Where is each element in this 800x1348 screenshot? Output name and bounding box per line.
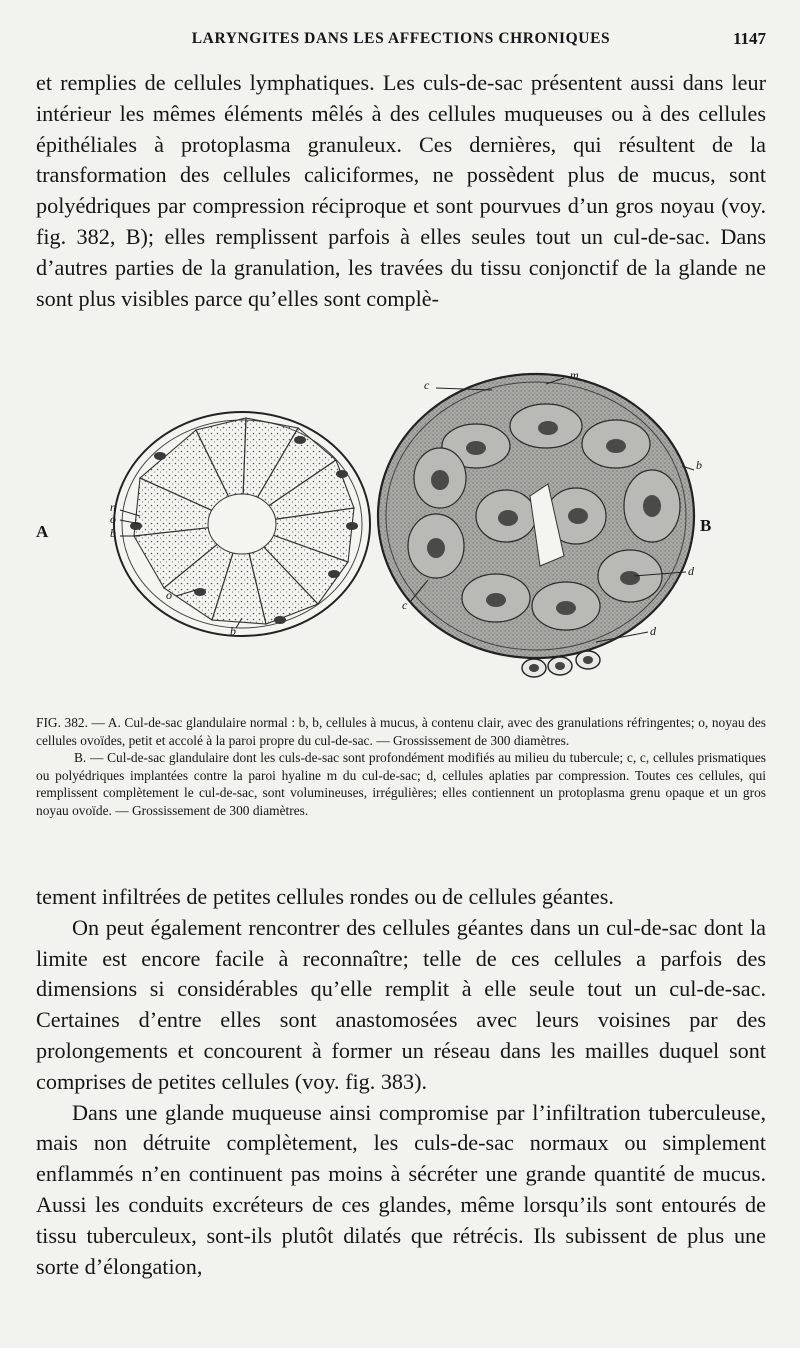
running-title: LARYNGITES DANS LES AFFECTIONS CHRONIQUES xyxy=(191,30,611,47)
label-b-lower: b xyxy=(230,624,236,638)
page-header xyxy=(36,30,766,58)
label-m: m xyxy=(570,368,579,382)
label-b: b xyxy=(110,526,116,540)
label-b-right: b xyxy=(696,458,702,472)
histology-illustration xyxy=(36,366,766,706)
label-c-lower: c xyxy=(402,598,408,612)
figure-382 xyxy=(36,366,766,706)
figure-caption xyxy=(36,714,766,820)
page-number: 1147 xyxy=(732,29,766,48)
acinus-a xyxy=(114,412,370,636)
figure-label-a: A xyxy=(36,522,49,541)
label-d: d xyxy=(688,564,694,578)
bottom-text-block xyxy=(36,882,766,1282)
top-text-block xyxy=(36,68,766,314)
paragraph-continuation: et remplies de cellules lymphatiques. Les culs-de-sac présentent aussi dans leur intérieur les mêmes éléments mêlés à des cellules muqueuses ou à des cellules épithéliales à protoplasma granuleux. Ces dernières, qui résultent de la transformation des cellules caliciformes, ne possèdent plus de mucus, sont polyédriques par compression réciproque et sont pourvues d’un gros noyau (voy. fig. 382, B); elles remplissent parfois à elles seules tout un cul-de-sac. Dans d’autres parties de la granulation, les travées du tissu conjonctif de la glande ne sont plus visibles parce qu’elles sont complè- xyxy=(36,70,766,311)
caption-part-b: B. — Cul-de-sac glandulaire dont les culs-de-sac sont profondément modifiés au milieu du tubercule; c, c, cellules prismatiques ou polyédriques implantées contre la paroi hyaline m du cul-de-sac; d, cellules aplaties par compression. Toutes ces cellules, qui remplissent complètement le cul-de-sac, sont volumineuses, irrégulières; elles contiennent un protoplasma grenu opaque et un gros noyau ovoïde. — Grossissement de 300 diamètres. xyxy=(36,750,766,818)
acinus-b xyxy=(378,374,694,677)
paragraph-giant-cells: On peut également rencontrer des cellules géantes dans un cul-de-sac dont la limite est encore facile à reconnaître; telle de ces cellules a parfois des dimensions si considérables qu’elle remplit à elle seule tout un cul-de-sac. Certaines d’entre elles sont anastomosées avec leurs voisines par des prolongements et concourent à former un réseau dans les mailles duquel sont comprises de petites cellules (voy. fig. 383). xyxy=(36,914,766,1094)
paragraph-end: tement infiltrées de petites cellules rondes ou de cellules géantes. xyxy=(36,884,614,909)
label-d-lower: d xyxy=(650,624,656,638)
label-n: n xyxy=(110,500,116,514)
label-o-lower: o xyxy=(166,588,172,602)
paragraph-mucous-gland: Dans une glande muqueuse ainsi compromise par l’infiltration tuberculeuse, mais non détruite complètement, les culs-de-sac normaux ou simplement enflammés n’en continuent pas moins à sécréter une grande quantité de mucus. Aussi les conduits excréteurs de ces glandes, même lorsqu’ils sont entourés de tissu tuberculeux, sont-ils plutôt dilatés que rétrécis. Ils subissent de plus une sorte d’élongation, xyxy=(36,1099,766,1279)
label-o: o xyxy=(110,512,116,526)
figure-label-b: B xyxy=(700,516,712,535)
caption-part-a: FIG. 382. — A. Cul-de-sac glandulaire normal : b, b, cellules à mucus, à contenu clair, avec des granulations réfringentes; o, noyau des cellules ovoïdes, petit et accolé à la paroi propre du cul-de-sac. — Grossissement de 300 diamètres. xyxy=(36,715,766,748)
label-c: c xyxy=(424,378,430,392)
